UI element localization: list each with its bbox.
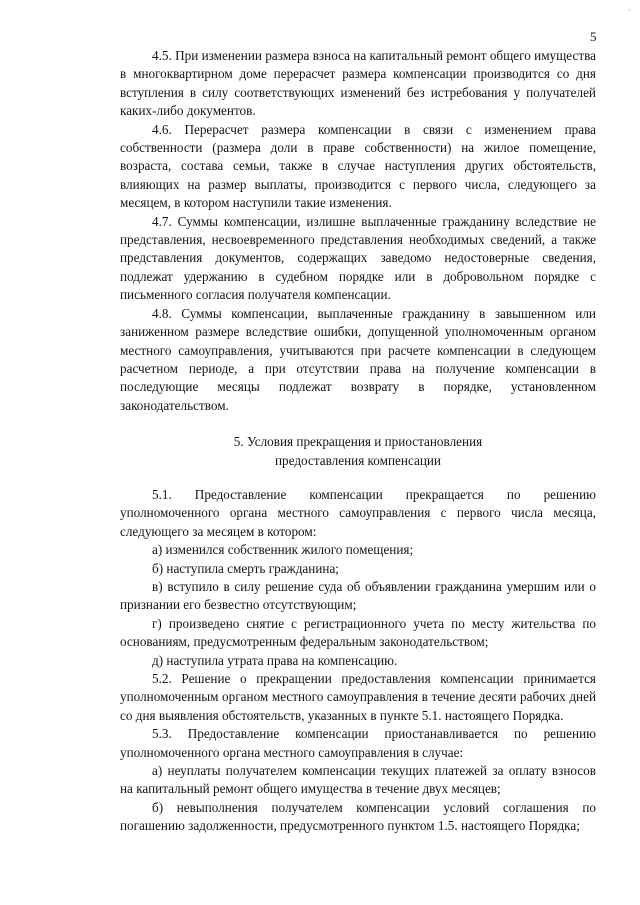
section-heading-line-2: предоставления компенсации — [275, 452, 441, 468]
page-number: 5 — [590, 29, 597, 44]
document-body — [120, 47, 596, 836]
paragraph-5-1: 5.1. Предоставление компенсации прекращается по решению уполномоченного органа местного самоуправления с первого числа месяца, следующего за месяцем в котором: — [120, 486, 596, 539]
paragraph-4-6: 4.6. Перерасчет размера компенсации в связи с изменением права собственности (размера доли в праве собственности) на жилое помещение, возраста, состава семьи, также в случае наступления других обстоятельств, влияющих на размер выплаты, производится с первого числа, следующего за месяцем, в котором наступили такие изменения. — [120, 121, 596, 211]
list-item-5-1-c: в) вступило в силу решение суда об объявлении гражданина умершим или о признании его безвестно отсутствующим; — [120, 578, 596, 613]
paragraph-4-7: 4.7. Суммы компенсации, излишне выплаченные гражданину вследствие не представления, несвоевременного представления необходимых сведений, а также представления документов, содержащих заведомо недостоверные сведения, подлежат удержанию в судебном порядке или в добровольном порядке с письменного согласия получателя компенсации. — [120, 213, 596, 303]
section-heading-line-1: 5. Условия прекращения и приостановления — [233, 434, 483, 450]
list-item-5-1-a: а) изменился собственник жилого помещения; — [152, 542, 414, 558]
paragraph-4-5: 4.5. При изменении размера взноса на капитальный ремонт общего имущества в многоквартирном доме перерасчет размера компенсации производится со дня вступления в силу соответствующих изменений без истребования у получателей каких-либо документов. — [120, 48, 596, 119]
paragraph-5-2: 5.2. Решение о прекращении предоставления компенсации принимается уполномоченным органом местного самоуправления в течение десяти рабочих дней со дня выявления обстоятельств, указанных в пункте 5.1. настоящего Порядка. — [120, 671, 596, 723]
list-item-5-1-b: б) наступила смерть гражданина; — [152, 560, 339, 576]
scan-mark-icon: · — [628, 5, 631, 15]
list-item-5-1-e: д) наступила утрата права на компенсацию. — [152, 652, 398, 668]
paragraph-5-3: 5.3. Предоставление компенсации приостанавливается по решению уполномоченного органа местного самоуправления в случае: — [120, 726, 596, 760]
list-item-5-3-a: а) неуплаты получателем компенсации текущих платежей за оплату взносов на капитальный ремонт общего имущества в течение двух месяцев; — [120, 763, 596, 797]
paragraph-4-8: 4.8. Суммы компенсации, выплаченные гражданину в завышенном или заниженном размере вследствие ошибки, допущенной уполномоченным органом местного самоуправления, учитываются при расчете компенсации в следующем расчетном периоде, а при отсутствии права на получение компенсации в последующие месяцы подлежат возврату в порядке, установленном законодательством. — [120, 305, 596, 413]
section-heading — [120, 433, 596, 470]
list-item-5-1-d: г) произведено снятие с регистрационного учета по месту жительства по основаниям, предусмотренным федеральным законодательством; — [120, 615, 596, 650]
list-item-5-3-b: б) невыполнения получателем компенсации условий соглашения по погашению задолженности, предусмотренного пунктом 1.5. настоящего Порядка; — [120, 799, 596, 834]
